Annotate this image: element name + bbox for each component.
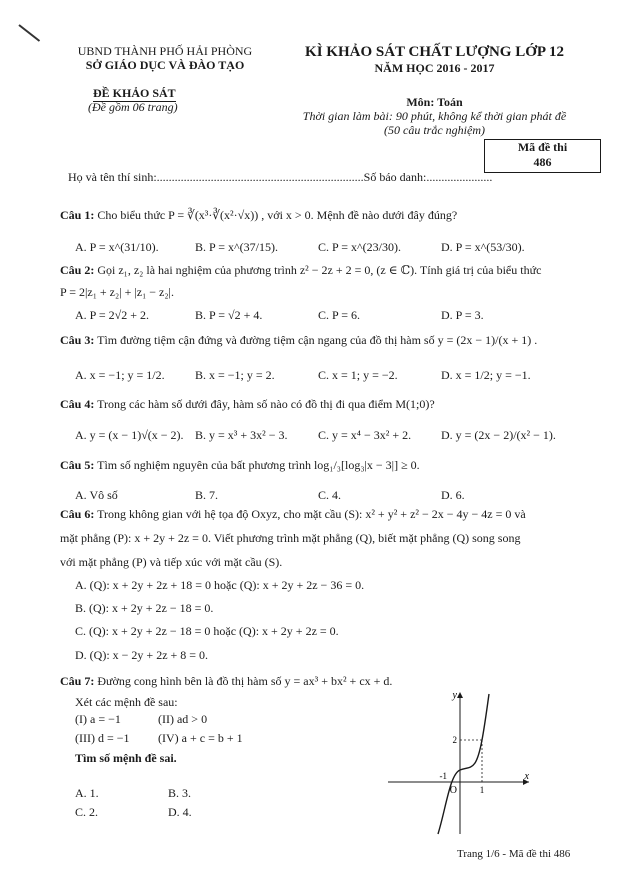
question-7-ask: Tìm số mệnh đề sai.	[75, 751, 177, 765]
question-text: Gọi z₁, z₂ là hai nghiệm của phương trình z² − 2z + 2 = 0, (z ∈ ℂ). Tính giá trị của biểu thức	[97, 263, 542, 277]
option-b: B. P = √2 + 4.	[195, 308, 263, 322]
statement-1: (I) a = −1	[75, 712, 121, 726]
question-2-line2: P = 2|z₁ + z₂| + |z₁ − z₂|.	[60, 285, 174, 299]
option-b: B. 3.	[168, 786, 192, 800]
cubic-graph	[383, 688, 533, 838]
question-text: Tìm đường tiệm cận đứng và đường tiệm cận ngang của đồ thị hàm số y = (2x − 1)/(x + 1) .	[97, 333, 538, 347]
origin-label: O	[449, 785, 457, 796]
option-c: C. (Q): x + 2y + 2z − 18 = 0 hoặc (Q): x + 2y + 2z = 0.	[75, 624, 339, 638]
student-info-line: Họ và tên thí sinh:.....................................................................Số báo danh:......................	[68, 170, 493, 184]
option-b: B. P = x^(37/15).	[195, 240, 278, 254]
question-text: Đường cong hình bên là đồ thị hàm số y = ax³ + bx² + cx + d.	[97, 674, 393, 688]
option-a: A. P = x^(31/10).	[75, 240, 159, 254]
exam-title: KÌ KHẢO SÁT CHẤT LƯỢNG LỚP 12	[305, 44, 564, 60]
question-4	[60, 397, 435, 412]
question-1	[60, 208, 457, 223]
exam-code-value: 486	[533, 155, 552, 169]
question-text: Tìm số nghiệm nguyên của bất phương trình log₁/₃[log₃|x − 3|] ≥ 0.	[97, 458, 420, 472]
subject: Môn: Toán	[406, 95, 463, 109]
exam-code-box	[484, 139, 601, 173]
statement-3: (III) d = −1	[75, 731, 130, 745]
y-axis-arrow	[457, 692, 463, 698]
question-7	[60, 674, 392, 689]
option-c: C. P = x^(23/30).	[318, 240, 401, 254]
tick-label-x1: 1	[479, 785, 485, 795]
option-c: C. 2.	[75, 805, 99, 819]
cubic-curve	[438, 694, 489, 834]
school-year: NĂM HỌC 2016 - 2017	[374, 61, 495, 75]
header-left	[60, 44, 270, 72]
option-c: C. x = 1; y = −2.	[318, 368, 398, 382]
option-d: D. P = x^(53/30).	[441, 240, 525, 254]
y-axis-label: y	[452, 690, 457, 701]
question-label: Câu 4:	[60, 397, 95, 411]
question-7-intro: Xét các mệnh đề sau:	[75, 695, 178, 709]
scan-mark	[18, 24, 40, 42]
option-c: C. y = x⁴ − 3x² + 2.	[318, 428, 412, 442]
option-a: A. (Q): x + 2y + 2z + 18 = 0 hoặc (Q): x + 2y + 2z − 36 = 0.	[75, 578, 365, 592]
option-a: A. y = (x − 1)√(x − 2).	[75, 428, 184, 442]
question-3	[60, 333, 537, 348]
page-footer: Trang 1/6 - Mã đề thi 486	[457, 848, 571, 860]
question-text: Trong không gian với hệ tọa độ Oxyz, cho mặt cầu (S): x² + y² + z² − 2x − 4y − 4z = 0 và	[97, 507, 526, 521]
option-c: C. P = 6.	[318, 308, 360, 322]
option-a: A. Vô số	[75, 488, 118, 502]
exam-code-label: Mã đề thi	[517, 140, 568, 154]
time-info	[262, 109, 607, 137]
question-2	[60, 263, 541, 278]
question-label: Câu 7:	[60, 674, 95, 688]
question-6-line2: mặt phẳng (P): x + 2y + 2z = 0. Viết phương trình mặt phẳng (Q), biết mặt phẳng (Q) song song	[60, 531, 521, 545]
option-d: D. 6.	[441, 488, 465, 502]
option-d: D. P = 3.	[441, 308, 484, 322]
option-d: D. y = (2x − 2)/(x² − 1).	[441, 428, 556, 442]
option-d: D. x = 1/2; y = −1.	[441, 368, 531, 382]
question-count: (50 câu trắc nghiệm)	[384, 123, 485, 137]
option-a: A. P = 2√2 + 2.	[75, 308, 150, 322]
statement-4: (IV) a + c = b + 1	[158, 731, 243, 745]
x-axis-label: x	[524, 771, 529, 782]
question-6-line3: với mặt phẳng (P) và tiếp xúc với mặt cầu (S).	[60, 555, 283, 569]
question-text: Trong các hàm số dưới đây, hàm số nào có đồ thị đi qua điểm M(1;0)?	[97, 397, 435, 411]
tick-label-neg1: -1	[439, 771, 447, 781]
department-name: SỞ GIÁO DỤC VÀ ĐÀO TẠO	[85, 58, 245, 72]
city-committee: UBND THÀNH PHỐ HẢI PHÒNG	[77, 44, 253, 58]
question-5	[60, 458, 420, 473]
doc-type: ĐỀ KHẢO SÁT	[93, 86, 176, 100]
statement-2: (II) ad > 0	[158, 712, 208, 726]
option-b: B. 7.	[195, 488, 219, 502]
option-b: B. (Q): x + 2y + 2z − 18 = 0.	[75, 601, 214, 615]
option-a: A. 1.	[75, 786, 99, 800]
option-b: B. x = −1; y = 2.	[195, 368, 275, 382]
question-label: Câu 6:	[60, 507, 95, 521]
question-label: Câu 3:	[60, 333, 95, 347]
question-6	[60, 507, 526, 522]
option-b: B. y = x³ + 3x² − 3.	[195, 428, 288, 442]
page-count: (Đề gồm 06 trang)	[88, 100, 178, 114]
question-label: Câu 2:	[60, 263, 95, 277]
option-c: C. 4.	[318, 488, 342, 502]
question-text: Cho biểu thức P = ∛(x³·∛(x²·√x)) , với x > 0. Mệnh đề nào dưới đây đúng?	[97, 208, 458, 222]
time-note: Thời gian làm bài: 90 phút, không kể thời gian phát đề	[302, 109, 567, 123]
header-right	[262, 44, 607, 75]
option-d: D. 4.	[168, 805, 192, 819]
option-d: D. (Q): x − 2y + 2z + 8 = 0.	[75, 648, 209, 662]
option-a: A. x = −1; y = 1/2.	[75, 368, 165, 382]
question-label: Câu 1:	[60, 208, 95, 222]
tick-label-y2: 2	[452, 735, 457, 745]
question-label: Câu 5:	[60, 458, 95, 472]
